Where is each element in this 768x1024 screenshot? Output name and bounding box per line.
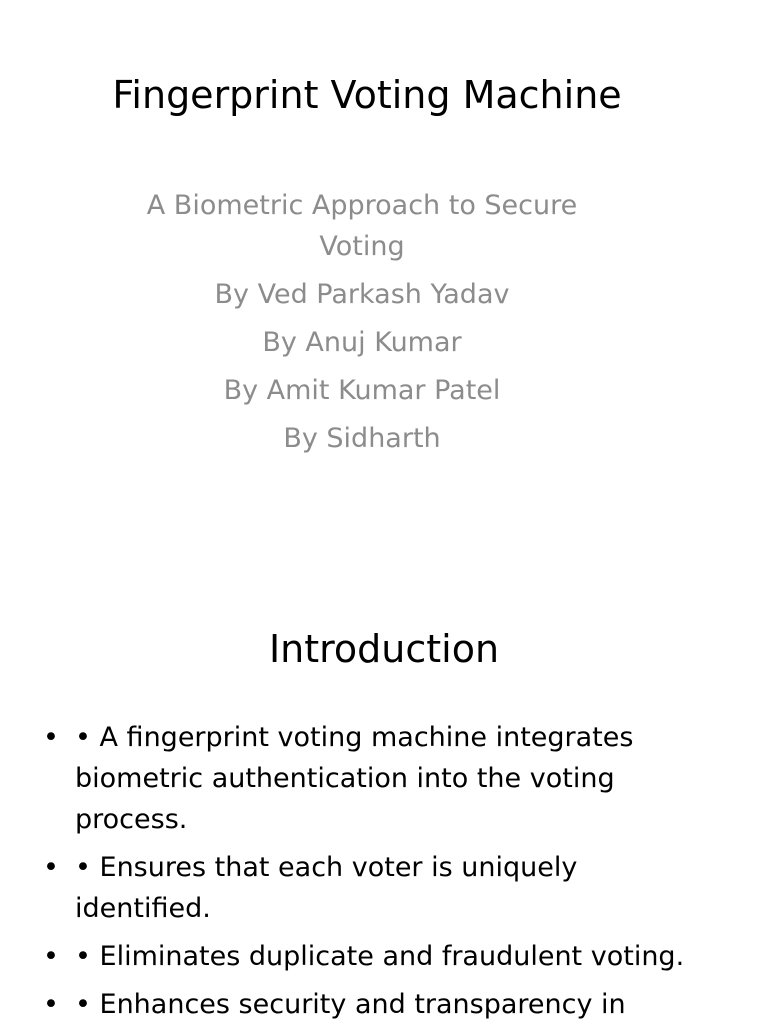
bullet-text: • Eliminates duplicate and fraudulent voting. [75, 941, 685, 972]
author-line: By Anuj Kumar [262, 327, 462, 358]
author-line: By Sidharth [283, 423, 441, 454]
bullet-list [0, 717, 760, 1024]
section-heading: Introduction [268, 627, 500, 671]
bullet-marker-icon: • [43, 989, 59, 1020]
bullet-text: • A fingerprint voting machine integrates biometric authentication into the voting process. [75, 722, 634, 835]
slide-subtitle: A Biometric Approach to Secure Voting [146, 190, 578, 262]
bullet-item [0, 984, 760, 1024]
author-line: By Ved Parkash Yadav [214, 279, 510, 310]
bullet-text: • Enhances security and transparency in [75, 989, 626, 1020]
bullet-marker-icon: • [43, 852, 59, 883]
bullet-marker-icon: • [43, 941, 59, 972]
introduction-slide [0, 576, 768, 1024]
subtitle-block [112, 185, 612, 466]
bullet-text: • Ensures that each voter is uniquely identified. [75, 852, 578, 924]
slide-title: Fingerprint Voting Machine [112, 73, 622, 117]
bullet-marker-icon: • [43, 722, 59, 753]
bullet-item [0, 847, 760, 929]
author-line: By Amit Kumar Patel [223, 375, 501, 406]
bullet-item [0, 936, 760, 977]
bullet-item [0, 717, 760, 840]
